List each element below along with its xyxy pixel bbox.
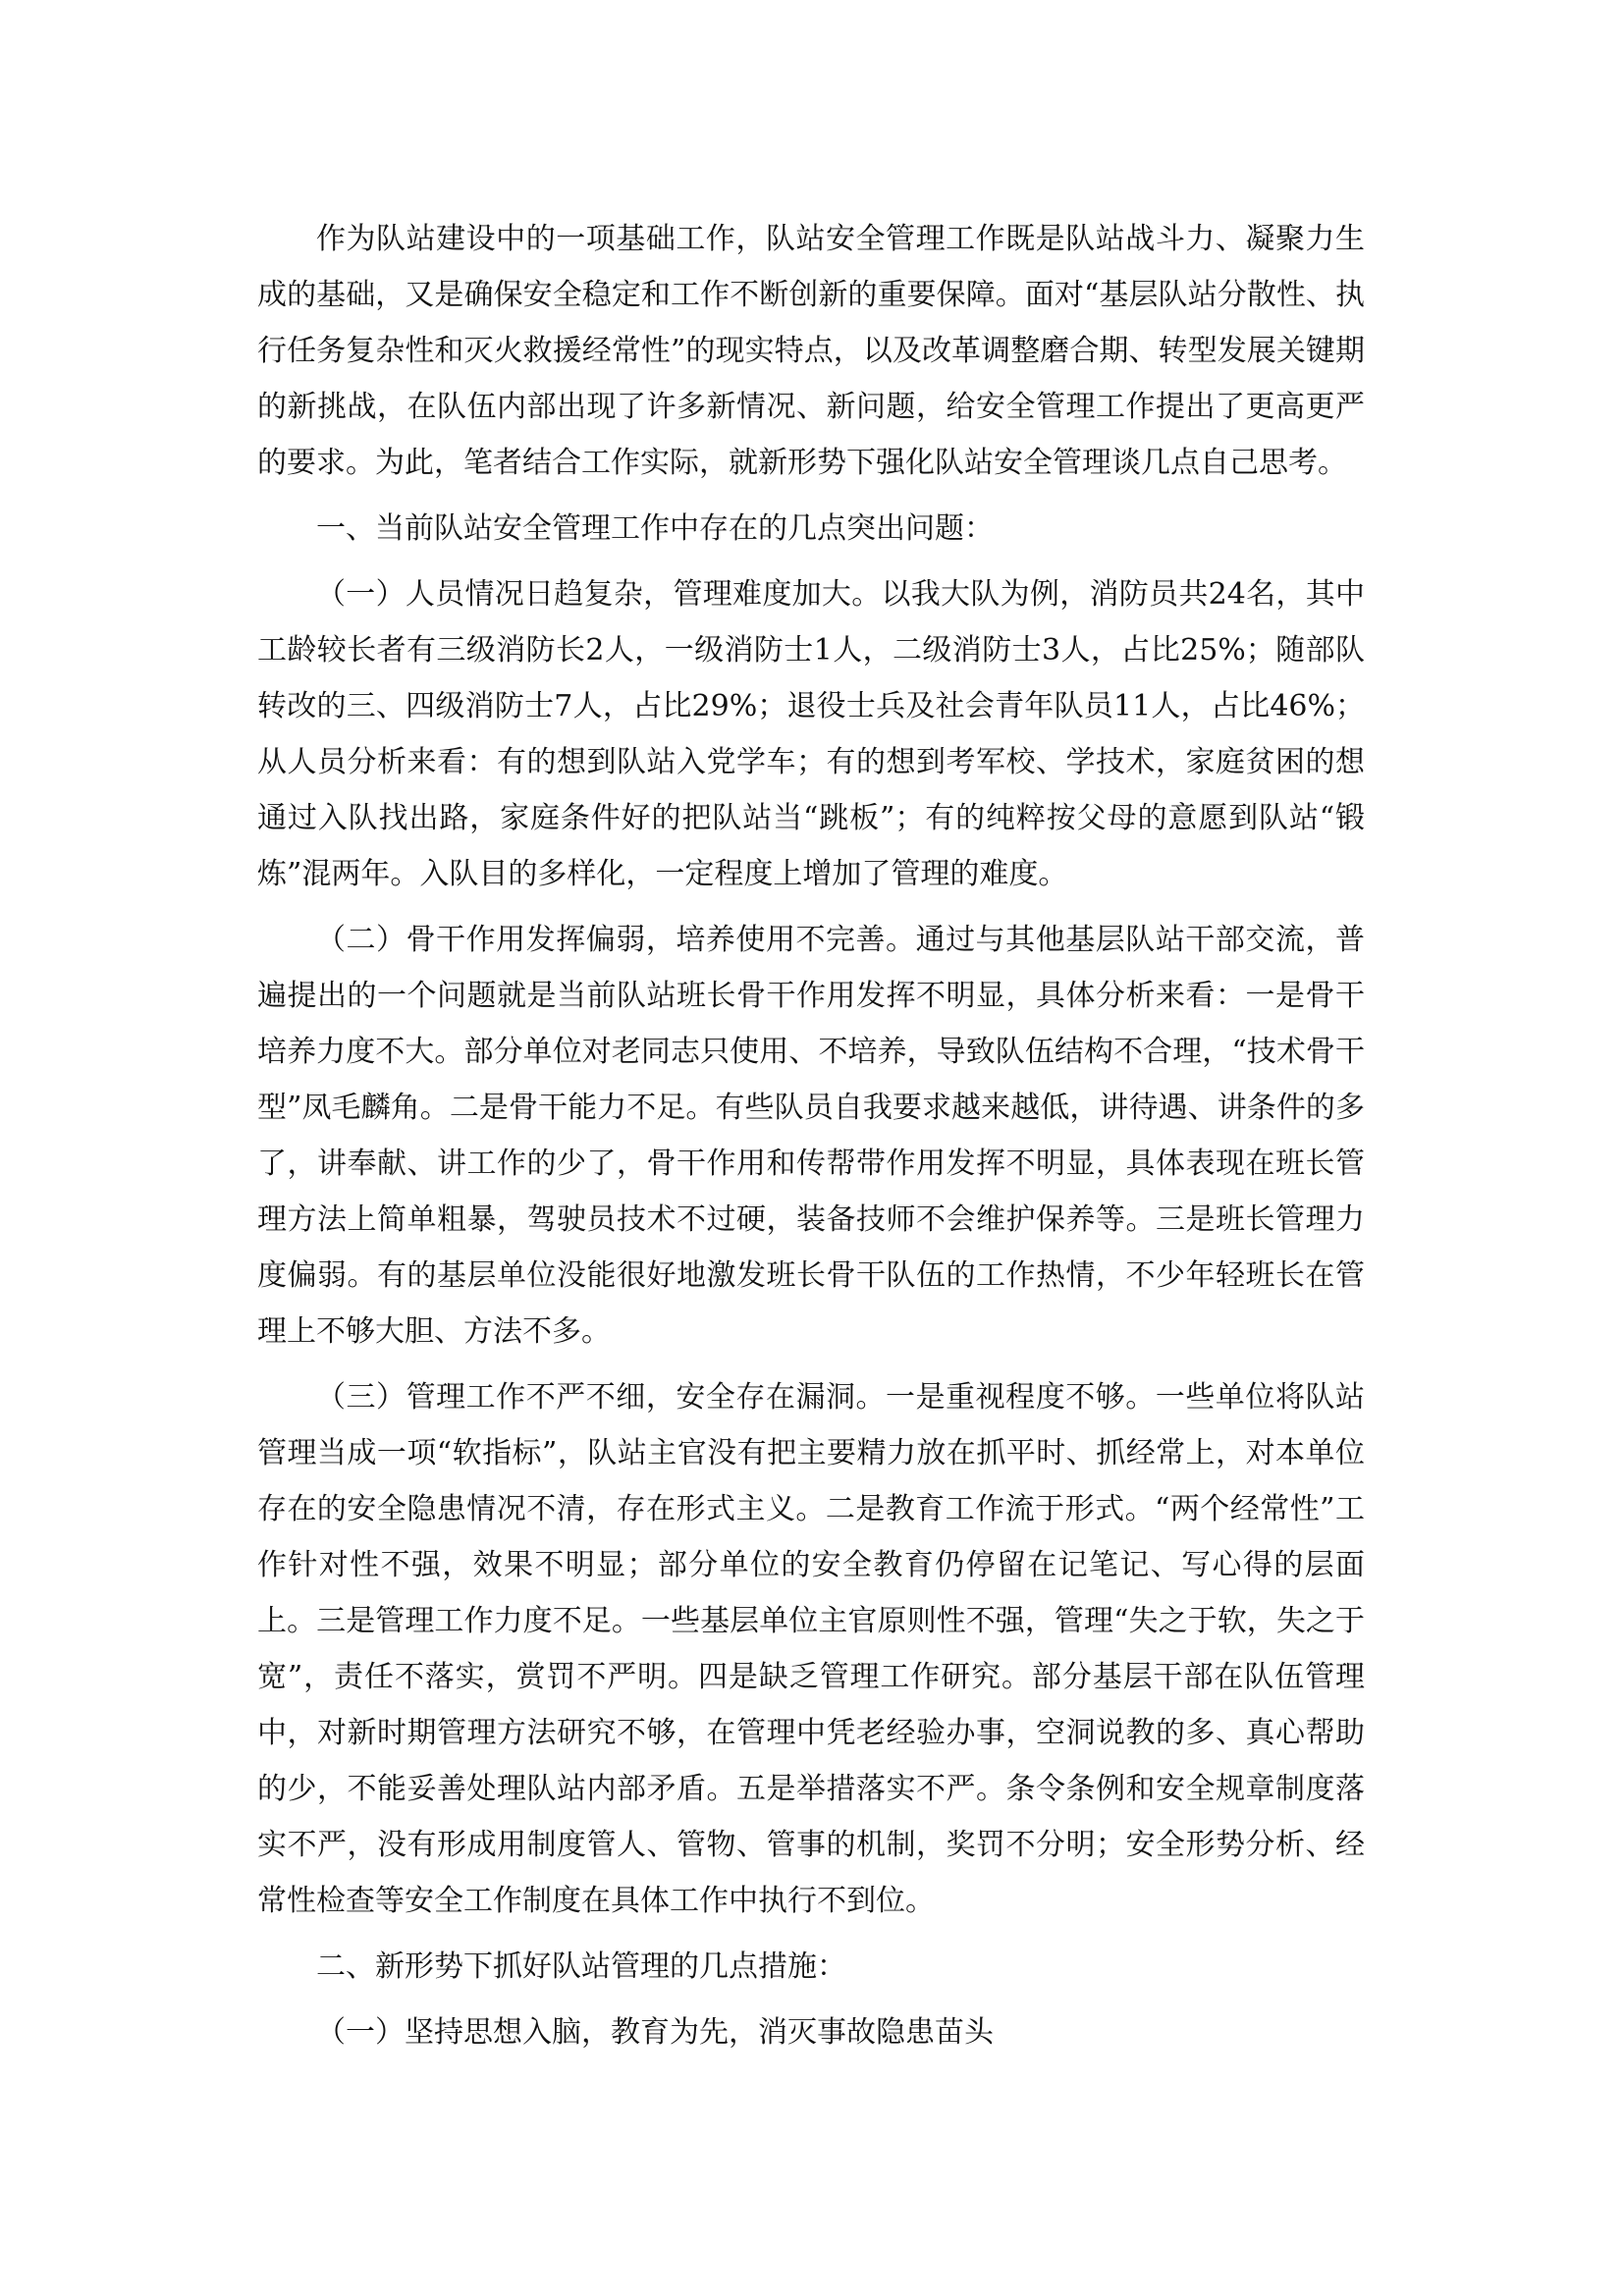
section-heading-1: 一、当前队站安全管理工作中存在的几点突出问题： bbox=[316, 511, 994, 546]
problem-paragraph-2: （二）骨干作用发挥偏弱，培养使用不完善。通过与其他基层队站干部交流，普遍提出的一个问题就是当前队站班长骨干作用发挥不明显，具体分析来看：一是骨干培养力度不大。部分单位对老同志只使用、不培养，导致队伍结构不合理，“技术骨干型”凤毛麟角。二是骨干能力不足。有些队员自我要求越来越低，讲待遇、讲条件的多了，讲奉献、讲工作的少了，骨干作用和传帮带作用发挥不明显，具体表现在班长管理方法上简单粗暴，驾驶员技术不过硬，装备技师不会维护保养等。三是班长管理力度偏弱。有的基层单位没能很好地激发班长骨干队伍的工作热情，不少年轻班长在管理上不够大胆、方法不多。 bbox=[257, 923, 1365, 1349]
problem-paragraph-1: （一）人员情况日趋复杂，管理难度加大。以我大队为例，消防员共24名，其中工龄较长者有三级消防长2人，一级消防士1人，二级消防士3人，占比25%；随部队转改的三、四级消防士7人，占比29%；退役士兵及社会青年队员11人，占比46%；从人员分析来看：有的想到队站入党学车；有的想到考军校、学技术，家庭贫困的想通过入队找出路，家庭条件好的把队站当“跳板”；有的纯粹按父母的意愿到队站“锻炼”混两年。入队目的多样化，一定程度上增加了管理的难度。 bbox=[257, 577, 1365, 891]
measure-subheading-1: （一）坚持思想入脑，教育为先，消灭事故隐患苗头 bbox=[316, 2015, 994, 2050]
section-heading-2: 二、新形势下抓好队站管理的几点措施： bbox=[316, 1949, 846, 1984]
intro-paragraph: 作为队站建设中的一项基础工作，队站安全管理工作既是队站战斗力、凝聚力生成的基础，又是确保安全稳定和工作不断创新的重要保障。面对“基层队站分散性、执行任务复杂性和灭火救援经常性”的现实特点，以及改革调整磨合期、转型发展关键期的新挑战，在队伍内部出现了许多新情况、新问题，给安全管理工作提出了更高更严的要求。为此，笔者结合工作实际，就新形势下强化队站安全管理谈几点自己思考。 bbox=[257, 222, 1365, 480]
document-body bbox=[257, 211, 1365, 2060]
problem-paragraph-3: （三）管理工作不严不细，安全存在漏洞。一是重视程度不够。一些单位将队站管理当成一项“软指标”，队站主官没有把主要精力放在抓平时、抓经常上，对本单位存在的安全隐患情况不清，存在形式主义。二是教育工作流于形式。“两个经常性”工作针对性不强，效果不明显；部分单位的安全教育仍停留在记笔记、写心得的层面上。三是管理工作力度不足。一些基层单位主官原则性不强，管理“失之于软，失之于宽”，责任不落实，赏罚不严明。四是缺乏管理工作研究。部分基层干部在队伍管理中，对新时期管理方法研究不够，在管理中凭老经验办事，空洞说教的多、真心帮助的少，不能妥善处理队站内部矛盾。五是举措落实不严。条令条例和安全规章制度落实不严，没有形成用制度管人、管物、管事的机制，奖罚不分明；安全形势分析、经常性检查等安全工作制度在具体工作中执行不到位。 bbox=[257, 1380, 1365, 1918]
